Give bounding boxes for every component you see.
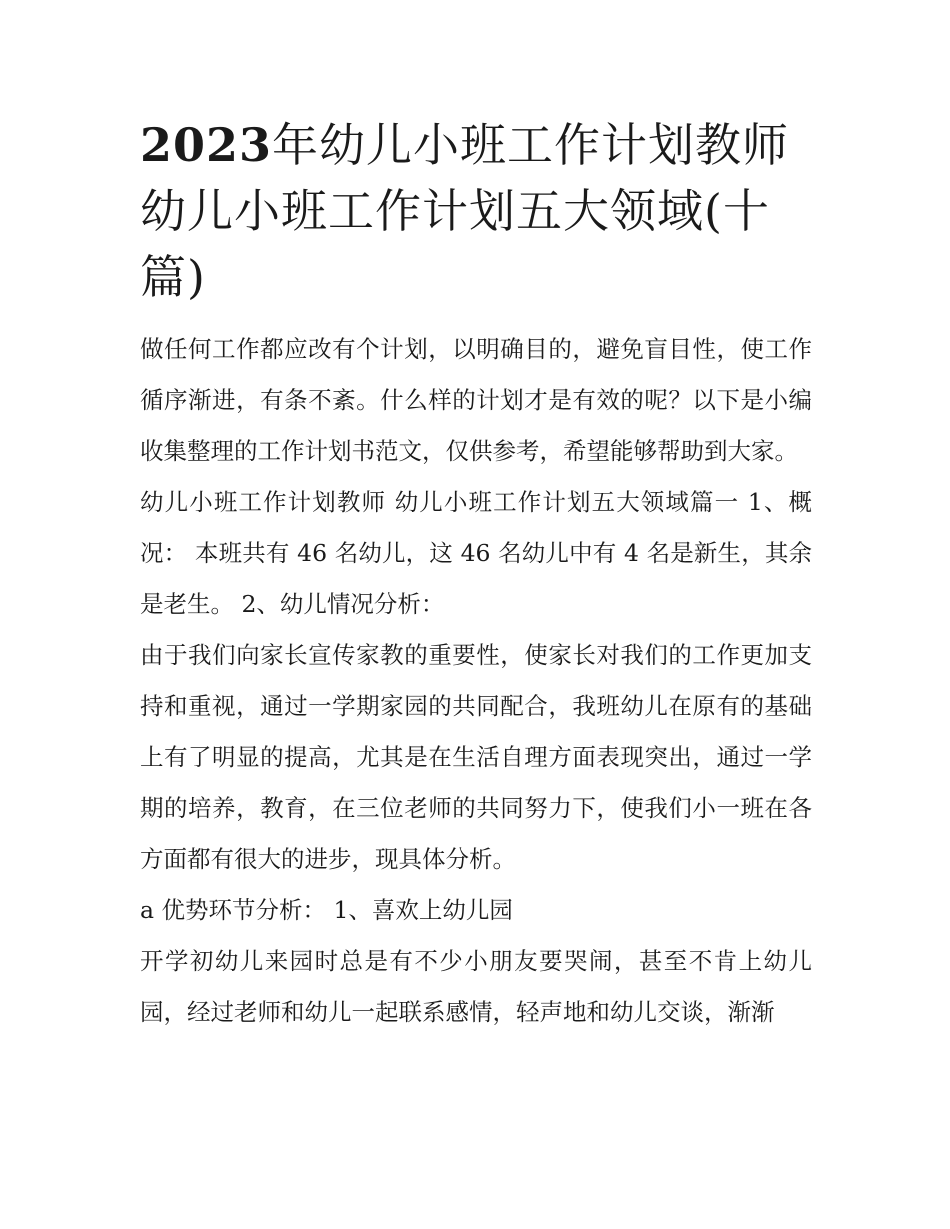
title-text: 年幼儿小班工作计划教师 幼儿小班工作计划五大领域(十篇) — [140, 118, 790, 304]
paragraph-intro: 做任何工作都应改有个计划，以明确目的，避免盲目性，使工作循序渐进，有条不紊。什么样的计划才是有效的呢？以下是小编收集整理的工作计划书范文，仅供参考，希望能够帮助到大家。 — [140, 335, 812, 465]
paragraph-body: 开学初幼儿来园时总是有不少小朋友要哭闹，甚至不肯上幼儿园，经过老师和幼儿一起联系感情，轻声地和幼儿交谈，渐渐 — [140, 947, 812, 1026]
document-title — [140, 112, 812, 310]
document-page — [140, 112, 812, 1038]
paragraph-advantage-heading: a 优势环节分析： 1、喜欢上幼儿园 — [140, 896, 513, 924]
title-year: 2023 — [140, 118, 273, 172]
paragraph-overview: 幼儿小班工作计划教师 幼儿小班工作计划五大领域篇一 1、概况： 本班共有 46 名幼儿，这 46 名幼儿中有 4 名是新生，其余是老生。 2、幼儿情况分析： — [140, 488, 812, 618]
paragraph-analysis: 由于我们向家长宣传家教的重要性，使家长对我们的工作更加支持和重视，通过一学期家园的共同配合，我班幼儿在原有的基础上有了明显的提高，尤其是在生活自理方面表现突出，通过一学期的培养，教育，在三位老师的共同努力下，使我们小一班在各方面都有很大的进步，现具体分析。 — [140, 641, 812, 873]
